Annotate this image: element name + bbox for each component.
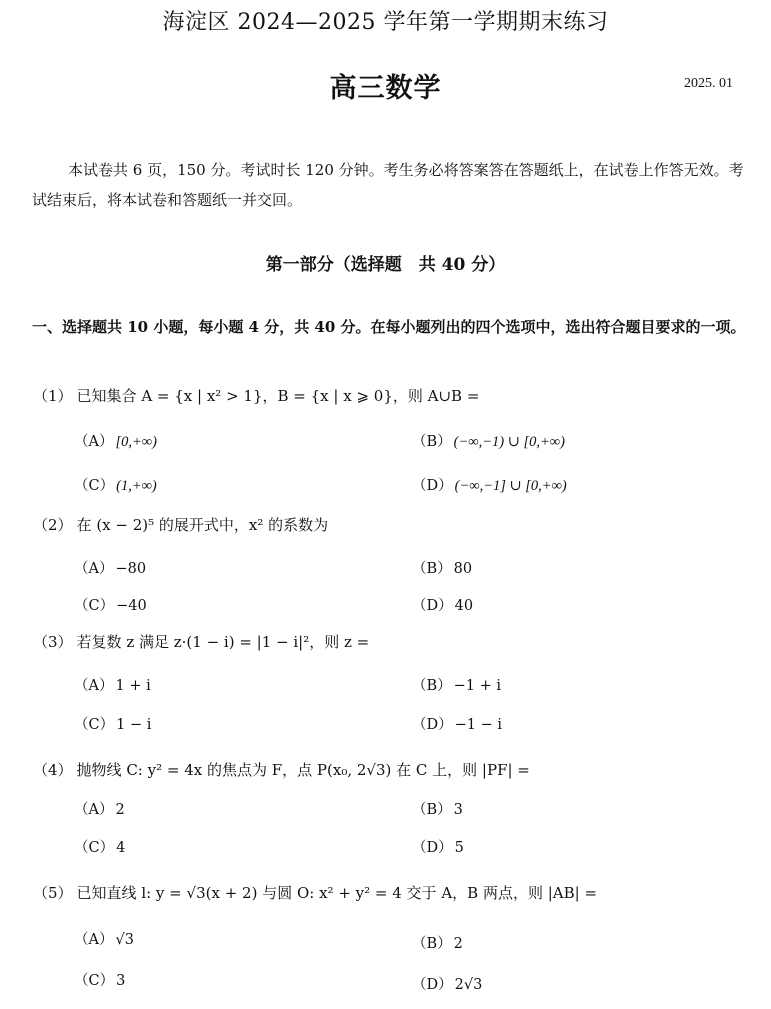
option-b[interactable] <box>412 674 501 695</box>
question-text: 若复数 z 满足 z·(1 − i) = |1 − i|²，则 z = <box>76 633 370 651</box>
exam-title: 海淀区 2024—2025 学年第一学期期末练习 <box>162 10 609 35</box>
question-text: 已知直线 l: y = √3(x + 2) 与圆 O: x² + y² = 4 交于 A，B 两点，则 |AB| = <box>76 884 598 902</box>
option-text: 3 <box>453 802 463 818</box>
option-text: −80 <box>115 561 147 577</box>
option-c[interactable] <box>74 474 157 495</box>
option-label: （B） <box>412 936 452 952</box>
question-text: 抛物线 C: y² = 4x 的焦点为 F，点 P(x₀, 2√3) 在 C 上，则 |PF| = <box>76 761 530 779</box>
option-b[interactable] <box>412 557 472 578</box>
question-number: （1） <box>33 387 73 405</box>
option-label: （C） <box>74 840 115 856</box>
option-a[interactable] <box>74 928 134 949</box>
option-text: (1,+∞) <box>116 478 157 494</box>
option-label: （D） <box>412 840 453 856</box>
question-number: （2） <box>33 516 73 534</box>
option-text: 40 <box>454 598 474 614</box>
option-d[interactable] <box>412 594 473 615</box>
option-label: （B） <box>412 802 452 818</box>
subject-title: 高三数学 <box>329 73 442 104</box>
question-number: （3） <box>33 633 73 651</box>
question-stem <box>33 759 530 780</box>
question-number: （5） <box>33 884 73 902</box>
option-text: 3 <box>116 973 126 989</box>
option-label: （B） <box>412 561 452 577</box>
option-text: 1 + i <box>115 678 151 694</box>
option-d[interactable] <box>412 713 502 734</box>
option-label: （C） <box>74 717 115 733</box>
part-heading: 第一部分（选择题 共 40 分） <box>265 255 506 275</box>
option-label: （D） <box>412 598 453 614</box>
option-text: (−∞,−1) ∪ [0,+∞) <box>453 434 565 450</box>
option-text: 5 <box>454 840 464 856</box>
question-stem <box>33 882 597 903</box>
question-stem <box>33 514 328 535</box>
option-label: （C） <box>74 478 115 494</box>
question-text: 已知集合 A = {x | x² > 1}，B = {x | x ⩾ 0}，则 A∪B = <box>76 387 480 405</box>
option-text: √3 <box>115 932 134 948</box>
option-c[interactable] <box>74 836 125 857</box>
option-text: −1 − i <box>454 717 503 733</box>
option-label: （A） <box>74 932 114 948</box>
option-c[interactable] <box>74 713 151 734</box>
option-text: (−∞,−1] ∪ [0,+∞) <box>454 478 567 494</box>
option-label: （B） <box>412 434 452 450</box>
option-text: 2 <box>453 936 463 952</box>
option-text: 2√3 <box>454 977 483 993</box>
exam-date: 2025. 01 <box>684 76 733 91</box>
question-text: 在 (x − 2)⁵ 的展开式中，x² 的系数为 <box>76 516 329 534</box>
option-label: （B） <box>412 678 452 694</box>
option-d[interactable] <box>412 474 567 495</box>
section-intro: 一、选择题共 10 小题，每小题 4 分，共 40 分。在每小题列出的四个选项中，选出符合题目要求的一项。 <box>32 318 746 336</box>
option-label: （D） <box>412 717 453 733</box>
exam-instructions: 本试卷共 6 页，150 分。考试时长 120 分钟。考生务必将答案答在答题纸上，在试卷上作答无效。考试结束后，将本试卷和答题纸一并交回。 <box>32 161 744 209</box>
option-b[interactable] <box>412 932 463 953</box>
option-label: （C） <box>74 598 115 614</box>
option-text: −1 + i <box>453 678 502 694</box>
option-b[interactable] <box>412 798 463 819</box>
option-text: 4 <box>116 840 126 856</box>
option-label: （A） <box>74 561 114 577</box>
option-text: −40 <box>116 598 147 614</box>
option-text: 1 − i <box>116 717 152 733</box>
option-text: 2 <box>115 802 125 818</box>
option-text: 80 <box>453 561 473 577</box>
option-label: （D） <box>412 478 453 494</box>
option-label: （A） <box>74 802 114 818</box>
question-stem <box>33 631 369 652</box>
option-d[interactable] <box>412 973 482 994</box>
option-a[interactable] <box>74 430 157 451</box>
option-a[interactable] <box>74 674 151 695</box>
option-label: （D） <box>412 977 453 993</box>
option-a[interactable] <box>74 557 146 578</box>
option-label: （A） <box>74 434 114 450</box>
option-d[interactable] <box>412 836 464 857</box>
question-number: （4） <box>33 761 73 779</box>
option-c[interactable] <box>74 969 125 990</box>
option-c[interactable] <box>74 594 147 615</box>
option-label: （A） <box>74 678 114 694</box>
option-b[interactable] <box>412 430 565 451</box>
option-text: [0,+∞) <box>115 434 157 450</box>
question-stem <box>33 385 479 406</box>
option-a[interactable] <box>74 798 125 819</box>
option-label: （C） <box>74 973 115 989</box>
